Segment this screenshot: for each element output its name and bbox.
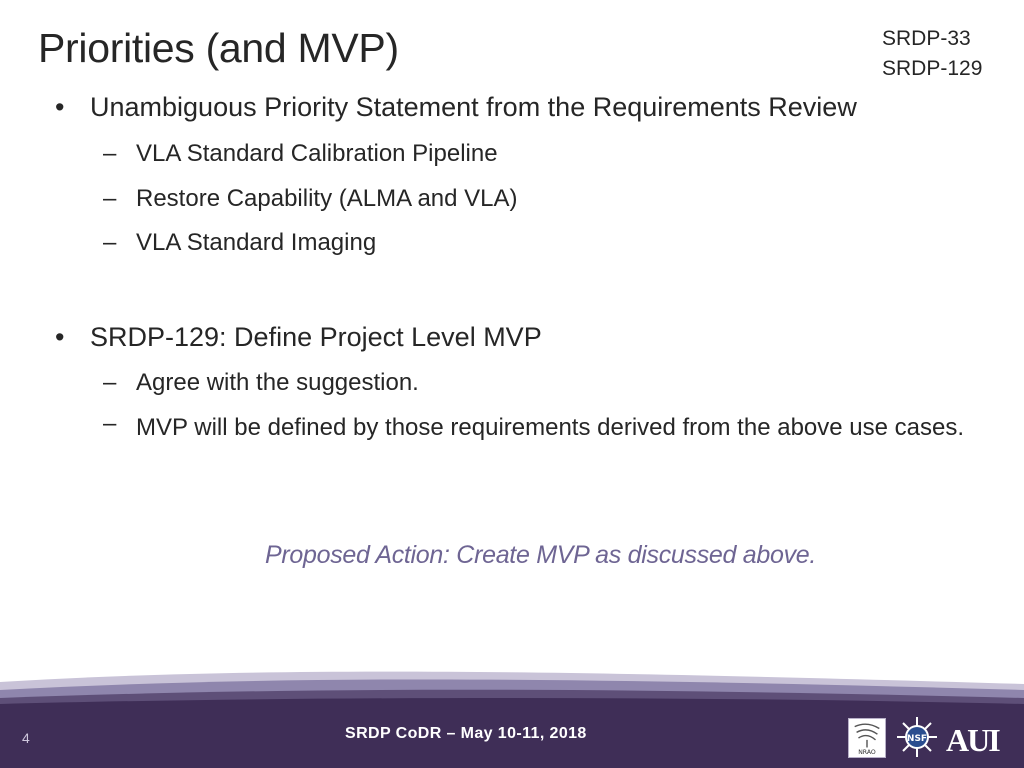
page-number: 4 [22, 730, 30, 746]
dash-glyph: – [103, 369, 117, 396]
dash-glyph: – [103, 229, 117, 256]
issue-tag: SRDP-129 [882, 57, 983, 80]
footer-bar [0, 706, 1024, 768]
sub-bullet-text: VLA Standard Imaging [136, 229, 377, 256]
sub-bullet-text: Restore Capability (ALMA and VLA) [136, 185, 518, 212]
nrao-logo-icon [848, 718, 886, 758]
dash-glyph: – [103, 410, 117, 437]
sub-bullet-text: Agree with the suggestion. [136, 369, 419, 396]
bullet-text: SRDP-129: Define Project Level MVP [90, 322, 542, 352]
slide-title: Priorities (and MVP) [38, 25, 399, 71]
aui-logo-icon [946, 718, 1006, 758]
issue-tag: SRDP-33 [882, 27, 971, 50]
bullet-glyph: • [55, 322, 65, 352]
nsf-logo-icon [896, 716, 938, 758]
bullet-glyph: • [55, 92, 65, 122]
footer-logos [848, 716, 1008, 760]
sub-bullet-text: MVP will be defined by those requirements derived from the above use cases. [136, 414, 964, 441]
proposed-action: Proposed Action: Create MVP as discussed above. [265, 541, 817, 569]
dash-glyph: – [103, 185, 117, 212]
issue-tags [882, 24, 982, 84]
aui-logo-text: AUI [946, 722, 999, 758]
footer-text: SRDP CoDR – May 10-11, 2018 [345, 725, 587, 742]
bullet-text: Unambiguous Priority Statement from the Requirements Review [90, 92, 857, 122]
sub-bullet-text: VLA Standard Calibration Pipeline [136, 140, 498, 167]
nrao-logo-text: NRAO [858, 749, 876, 757]
dash-glyph: – [103, 140, 117, 167]
nsf-logo-text: NSF [906, 734, 928, 744]
